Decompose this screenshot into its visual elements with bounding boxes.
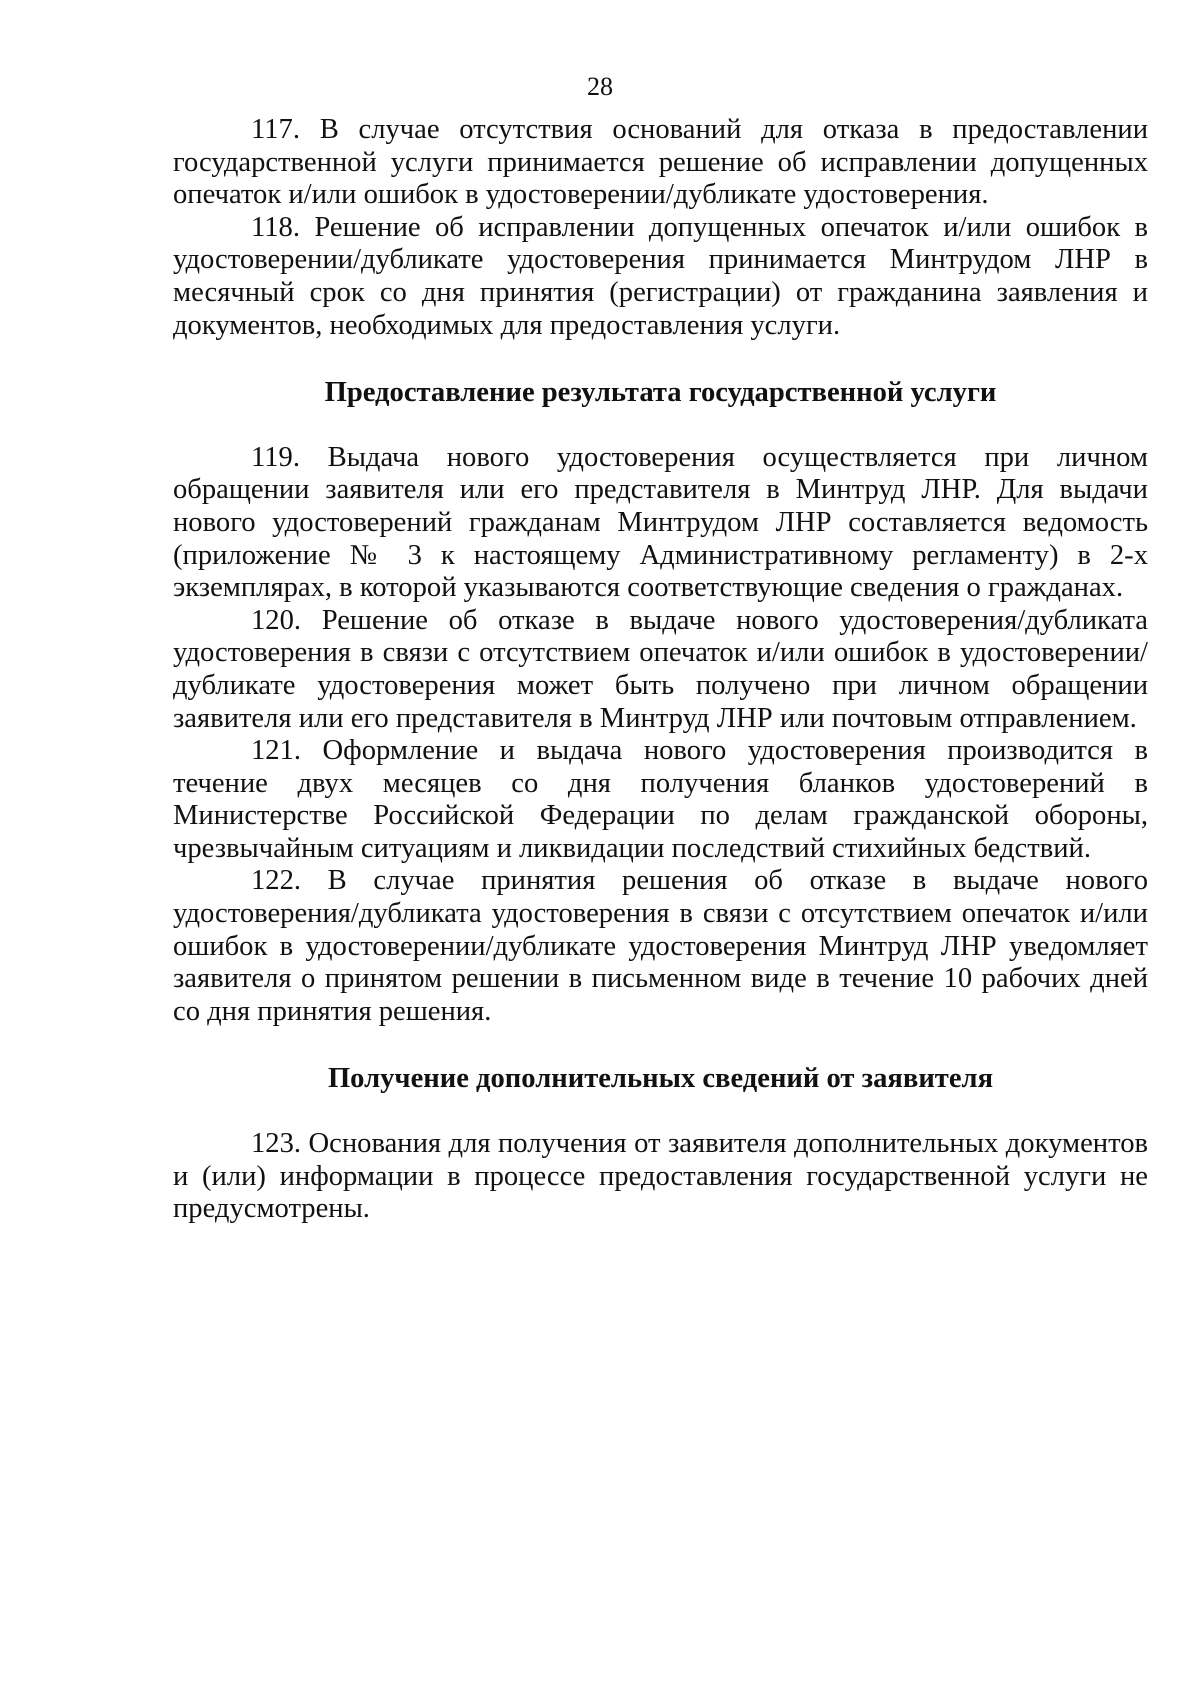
paragraph-117: 117. В случае отсутствия оснований для отказа в предоставлении государственной услуги принимается решение об исправлении допущенных опечаток и/или ошибок в удостоверении/дубликате удостоверения. (173, 114, 1148, 211)
spacer (173, 1096, 1148, 1128)
spacer (173, 410, 1148, 442)
section-heading-additional: Получение дополнительных сведений от заявителя (327, 1063, 994, 1095)
paragraph-118: 118. Решение об исправлении допущенных опечаток и/или ошибок в удостоверении/дубликате удостоверения принимается Минтрудом ЛНР в месячный срок со дня принятия (регистрации) от гражданина заявления и документов, необходимых для предоставления услуги. (173, 211, 1148, 341)
spacer (173, 342, 1148, 377)
spacer (173, 1028, 1148, 1063)
paragraph-121: 121. Оформление и выдача нового удостоверения производится в течение двух месяцев со дня получения бланков удостоверений в Министерстве Российской Федерации по делам гражданской обороны, чрезвычайным ситуациям и ликвидации последствий стихийных бедствий. (173, 735, 1148, 864)
paragraph-119: 119. Выдача нового удостоверения осуществляется при личном обращении заявителя или его представителя в Минтруд ЛНР. Для выдачи нового удостоверений гражданам Минтрудом ЛНР составляется ведомость (приложение № 3 к настоящему Административному регламенту) в 2-х экземплярах, в которой указываются соответствующие сведения о гражданах. (173, 441, 1148, 604)
paragraph-122: 122. В случае принятия решения об отказе в выдаче нового удостоверения/дубликата удостоверения в связи с отсутствием опечаток и/или ошибок в удостоверении/дубликате удостоверения Минтруд ЛНР уведомляет заявителя о принятом решении в письменном виде в течение 10 рабочих дней со дня принятия решения. (173, 865, 1148, 1027)
paragraph-120: 120. Решение об отказе в выдаче нового удостоверения/дубликата удостоверения в связи с отсутствием опечаток и/или ошибок в удостоверении/дубликате удостоверения может быть получено при личном обращении заявителя или его представителя в Минтруд ЛНР или почтовым отправлением. (173, 604, 1148, 734)
paragraph-123: 123. Основания для получения от заявителя дополнительных документов и (или) информации в процессе предоставления государственной услуги не предусмотрены. (173, 1128, 1148, 1225)
section-heading-result: Предоставление результата государственной услуги (324, 377, 997, 409)
document-body (173, 114, 1148, 1226)
page-number: 28 (587, 72, 613, 101)
